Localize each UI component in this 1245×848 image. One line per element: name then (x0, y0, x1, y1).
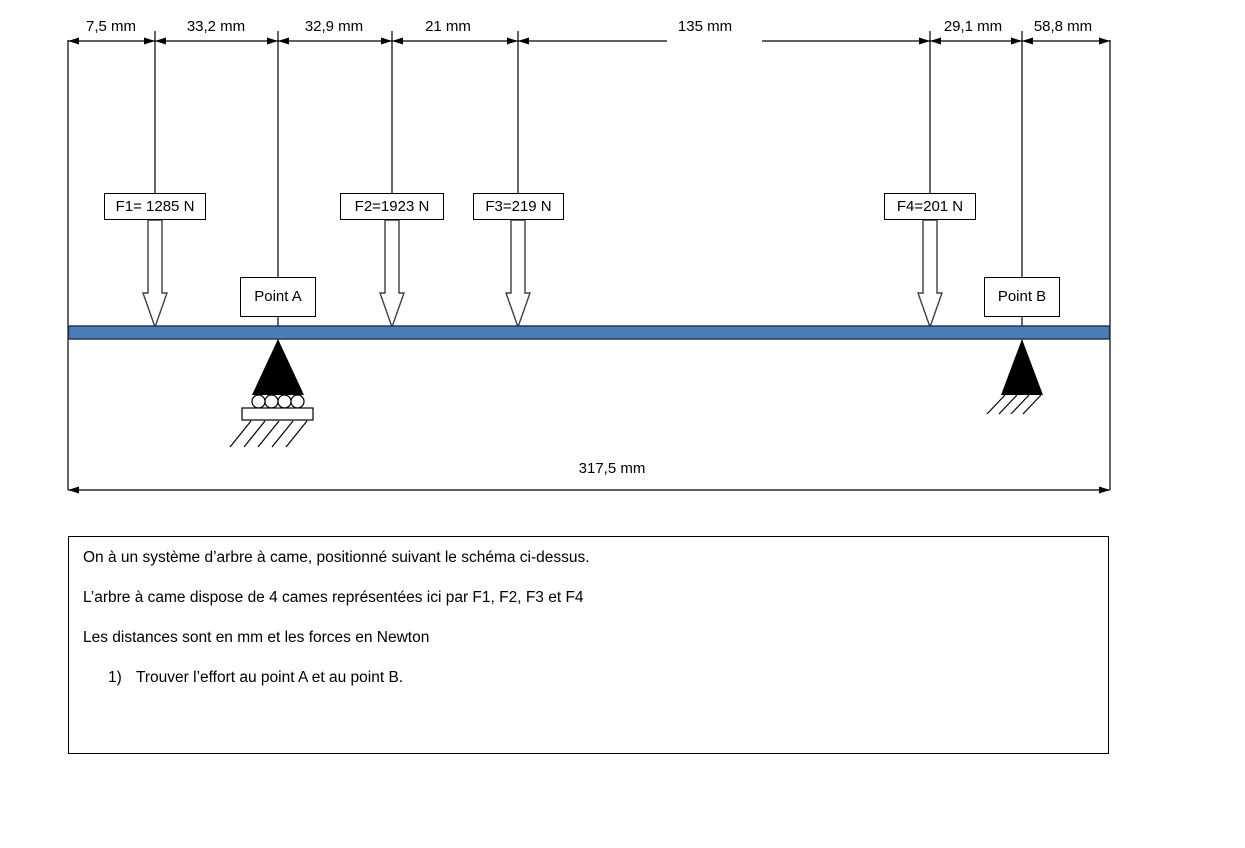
numbered-item (108, 667, 1094, 688)
top-dimension-label-6: 29,1 mm (941, 17, 1005, 36)
support-a-triangle (252, 339, 304, 395)
extension-lines (68, 31, 1110, 490)
top-dimension-label-3: 32,9 mm (302, 17, 366, 36)
force-label-box-f1: F1= 1285 N (104, 193, 206, 220)
numbered-item-number: 1) (108, 669, 122, 686)
point-b-box: Point B (984, 277, 1060, 317)
total-dimension-label: 317,5 mm (578, 460, 646, 477)
support-b-triangle (1001, 339, 1043, 395)
support-b (987, 339, 1043, 414)
top-dimension-label-5: 135 mm (675, 17, 735, 36)
top-dimension-label-2: 33,2 mm (184, 17, 248, 36)
top-dimension-label-7: 58,8 mm (1031, 17, 1095, 36)
problem-paragraph-2: L’arbre à came dispose de 4 cames représentées ici par F1, F2, F3 et F4 (83, 589, 584, 606)
beam (69, 326, 1110, 339)
bottom-dimension-line (68, 487, 1110, 494)
numbered-item-text: Trouver l’effort au point A et au point B. (136, 669, 404, 686)
point-a-box: Point A (240, 277, 316, 317)
force-label-box-f2: F2=1923 N (340, 193, 444, 220)
top-dimension-label-1: 7,5 mm (83, 17, 139, 36)
force-arrow-f2 (380, 220, 404, 327)
support-b-ground-hatch (987, 395, 1041, 414)
force-arrow-f3 (506, 220, 530, 327)
support-a-base-plate (242, 408, 313, 420)
force-arrow-f4 (918, 220, 942, 327)
support-a-ground-hatch (230, 421, 307, 447)
problem-paragraph-1: On à un système d’arbre à came, positionné suivant le schéma ci-dessus. (83, 549, 590, 566)
force-arrow-f1 (143, 220, 167, 327)
force-label-box-f3: F3=219 N (473, 193, 564, 220)
top-dimension-label-4: 21 mm (422, 17, 474, 36)
problem-box (68, 536, 1109, 754)
support-a (230, 339, 313, 447)
force-label-box-f4: F4=201 N (884, 193, 976, 220)
support-a-rollers (252, 395, 304, 408)
problem-paragraph-3: Les distances sont en mm et les forces en Newton (83, 629, 430, 646)
